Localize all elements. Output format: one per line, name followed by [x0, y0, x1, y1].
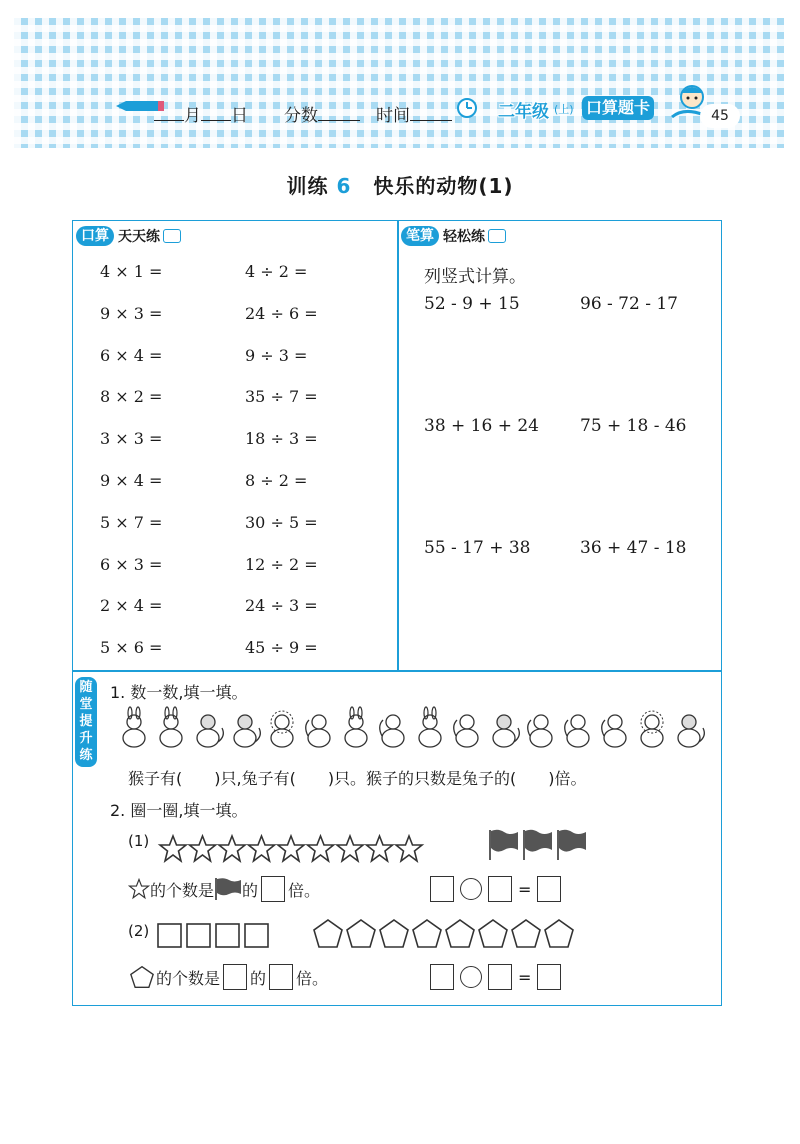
star-icon	[249, 836, 275, 861]
rabbit-icon	[345, 707, 367, 747]
rabbit-icon	[160, 707, 182, 747]
q2-2-text-b: 的	[250, 968, 267, 988]
answer-box[interactable]	[488, 876, 512, 902]
answer-box[interactable]	[430, 964, 454, 990]
book-logo: 口算题卡	[582, 96, 654, 120]
written-expression: 38 + 16 + 24	[424, 416, 539, 436]
squirrel-icon	[602, 715, 626, 747]
oral-problem: 3 × 3 =	[100, 429, 163, 449]
oral-problem: 5 × 7 =	[100, 512, 163, 532]
title-number: 6	[336, 174, 352, 198]
pentagon-icon	[128, 965, 156, 989]
q2-1-label: (1)	[128, 832, 150, 850]
answer-box[interactable]	[430, 876, 454, 902]
q2-1-text-b: 的	[242, 880, 259, 900]
star-icon	[160, 836, 186, 861]
monkey-icon	[234, 715, 260, 747]
clock-icon	[456, 97, 478, 119]
written-practice-tag	[401, 225, 506, 247]
oral-problem: 6 × 4 =	[100, 345, 163, 365]
q2-2-label: (2)	[128, 922, 150, 940]
star-icon	[190, 836, 216, 861]
flag-icon	[214, 877, 242, 901]
classroom-practice-tag	[75, 677, 97, 767]
answer-box[interactable]	[261, 876, 285, 902]
star-icon	[396, 836, 422, 861]
month-label: 月	[184, 106, 201, 126]
question-1-fill: 猴子有( )只,兔子有( )只。猴子的只数是兔子的( )倍。	[128, 769, 587, 788]
hedgehog-icon	[454, 715, 478, 747]
oral-problem: 12 ÷ 2 =	[245, 554, 318, 574]
square-row	[156, 922, 276, 950]
oral-problem: 24 ÷ 3 =	[245, 596, 318, 616]
pentagon-icon	[380, 920, 408, 947]
title-text: 快乐的动物(1)	[373, 174, 514, 198]
pentagon-icon	[314, 920, 342, 947]
star-icon	[128, 878, 150, 900]
star-icon	[219, 836, 245, 861]
star-icon	[308, 836, 334, 861]
pentagon-icon	[446, 920, 474, 947]
squirrel-icon	[380, 715, 404, 747]
term-label: (上)	[554, 103, 574, 116]
oral-problem: 9 × 4 =	[100, 471, 163, 490]
square-icon	[158, 924, 181, 947]
header-bar	[14, 95, 784, 129]
oral-problem: 30 ÷ 5 =	[245, 512, 318, 532]
written-tag-pill: 笔算	[401, 226, 439, 246]
flag-icon	[490, 830, 518, 860]
animal-row	[118, 706, 718, 756]
q2-2-text-a: 的个数是	[156, 968, 221, 988]
monkey-icon	[493, 715, 519, 747]
squirrel-icon	[528, 715, 552, 747]
oral-problem: 8 × 2 =	[100, 387, 163, 407]
monkey-icon	[678, 715, 704, 747]
oral-problem: 35 ÷ 7 =	[245, 387, 318, 407]
q2-2-text-c: 倍。	[296, 968, 329, 988]
pentagon-icon	[479, 920, 507, 947]
star-icon	[278, 836, 304, 861]
written-instruction: 列竖式计算。	[424, 267, 526, 287]
answer-box[interactable]	[537, 964, 561, 990]
flag-icon	[524, 830, 552, 860]
star-row	[156, 834, 426, 864]
answer-box[interactable]	[223, 964, 247, 990]
q2-1-text-a: 的个数是	[150, 880, 215, 900]
equals-sign: =	[518, 879, 532, 899]
oral-problem: 4 ÷ 2 =	[245, 262, 308, 281]
answer-box[interactable]	[537, 876, 561, 902]
q2-1-text-c: 倍。	[288, 880, 321, 900]
operator-circle[interactable]	[460, 966, 482, 988]
oral-problem: 4 × 1 =	[100, 262, 163, 281]
written-tag-text: 轻松练	[443, 229, 485, 245]
square-icon	[187, 924, 210, 947]
pentagon-icon	[413, 920, 441, 947]
written-expression: 36 + 47 - 18	[580, 538, 687, 558]
star-icon	[337, 836, 363, 861]
book-icon	[163, 229, 181, 243]
equals-sign: =	[518, 967, 532, 987]
operator-circle[interactable]	[460, 878, 482, 900]
question-2-title: 2. 圈一圈,填一填。	[110, 801, 248, 820]
score-field	[284, 101, 360, 126]
question-1-title: 1. 数一数,填一填。	[110, 683, 248, 702]
oral-problem: 18 ÷ 3 =	[245, 429, 318, 449]
rabbit-icon	[123, 707, 145, 747]
q2-2-fill-row	[128, 964, 328, 990]
time-field	[376, 101, 452, 126]
oral-problem: 2 × 4 =	[100, 596, 163, 616]
rabbit-icon	[419, 707, 441, 747]
pentagon-row	[312, 918, 582, 950]
score-label: 分数	[284, 106, 318, 126]
date-field	[154, 101, 248, 126]
oral-problem: 6 × 3 =	[100, 554, 163, 574]
written-expression: 52 - 9 + 15	[424, 294, 520, 314]
oral-tag-pill: 口算	[76, 226, 114, 246]
lion-icon	[271, 711, 293, 747]
book-icon	[488, 229, 506, 243]
written-expression: 55 - 17 + 38	[424, 538, 531, 558]
oral-problem: 24 ÷ 6 =	[245, 303, 318, 323]
square-icon	[216, 924, 239, 947]
grade-label: 二年级	[498, 102, 549, 122]
oral-problem: 8 ÷ 2 =	[245, 471, 308, 490]
oral-practice-tag	[76, 225, 181, 247]
practice-tag-text: 随堂提升练	[79, 680, 93, 763]
squirrel-icon	[306, 715, 330, 747]
q2-1-fill-row	[128, 876, 320, 902]
written-practice-panel	[397, 220, 722, 672]
page-title	[0, 170, 800, 199]
star-icon	[367, 836, 393, 861]
day-label: 日	[231, 106, 248, 126]
q2-2-equation	[430, 964, 561, 990]
flag-icon	[558, 830, 586, 860]
oral-problem: 5 × 6 =	[100, 638, 163, 658]
title-prefix: 训练	[286, 174, 329, 198]
pentagon-icon	[545, 920, 573, 947]
answer-box[interactable]	[488, 964, 512, 990]
oral-problem: 9 ÷ 3 =	[245, 345, 308, 365]
monkey-icon	[197, 715, 223, 747]
oral-tag-text: 天天练	[118, 229, 160, 245]
page-number: 45	[700, 104, 740, 128]
written-expression: 96 - 72 - 17	[580, 294, 678, 314]
pentagon-icon	[512, 920, 540, 947]
oral-problem: 9 × 3 =	[100, 303, 163, 323]
oral-problem: 45 ÷ 9 =	[245, 638, 318, 658]
squirrel-icon	[565, 715, 589, 747]
lion-icon	[641, 711, 663, 747]
flag-row	[488, 828, 598, 862]
square-icon	[245, 924, 268, 947]
pentagon-icon	[347, 920, 375, 947]
answer-box[interactable]	[269, 964, 293, 990]
time-label: 时间	[376, 106, 410, 126]
written-expression: 75 + 18 - 46	[580, 416, 687, 436]
q2-1-equation	[430, 876, 561, 902]
